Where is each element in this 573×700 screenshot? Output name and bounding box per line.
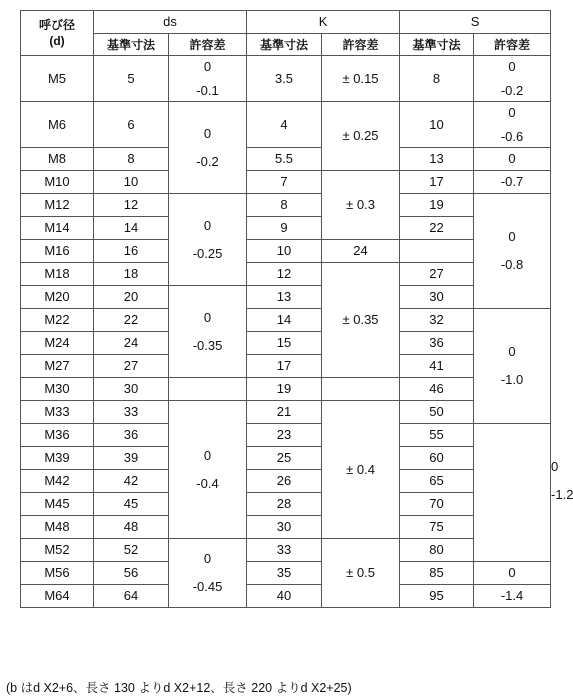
nominal-cell: M36: [21, 424, 94, 447]
ds-basic-cell: 52: [94, 539, 169, 562]
table-row: [21, 470, 551, 493]
ds-basic-cell: 10: [94, 171, 169, 194]
k-basic-cell: 26: [247, 470, 322, 493]
subheader-k-basic: 基準寸法: [247, 34, 322, 56]
s-basic-cell: 10: [400, 102, 474, 148]
nominal-cell: M6: [21, 102, 94, 148]
tol-lower: -0.8: [500, 257, 524, 272]
nominal-cell: M27: [21, 355, 94, 378]
s-tolerance-cell: [474, 194, 551, 309]
table-row: [21, 102, 551, 148]
nominal-cell: M30: [21, 378, 94, 401]
k-tolerance-cell: ± 0.25: [322, 102, 400, 171]
ds-basic-cell: 30: [94, 378, 169, 401]
nominal-cell: M52: [21, 539, 94, 562]
ds-basic-cell: 33: [94, 401, 169, 424]
nominal-cell: M45: [21, 493, 94, 516]
ds-tolerance-cell: [169, 286, 247, 378]
ds-tolerance-cell: [169, 102, 247, 194]
ds-basic-cell: 24: [94, 332, 169, 355]
table-row: [21, 148, 551, 171]
nominal-cell: M56: [21, 562, 94, 585]
k-basic-cell: 25: [247, 447, 322, 470]
tol-lower: -0.2: [500, 82, 524, 98]
s-basic-cell: 36: [400, 332, 474, 355]
nominal-cell: M33: [21, 401, 94, 424]
table-row: [21, 378, 551, 401]
tol-upper: 0: [508, 58, 516, 74]
nominal-cell: M12: [21, 194, 94, 217]
ds-basic-cell: 6: [94, 102, 169, 148]
table-row: [21, 56, 551, 102]
tol-upper: 0: [203, 125, 212, 141]
dimension-table: [20, 10, 573, 608]
nominal-cell: M42: [21, 470, 94, 493]
ds-basic-cell: 14: [94, 217, 169, 240]
k-basic-cell: 23: [247, 424, 322, 447]
k-basic-cell: 5.5: [247, 148, 322, 171]
ds-basic-cell: 20: [94, 286, 169, 309]
subheader-s-basic: 基準寸法: [400, 34, 474, 56]
k-tolerance-cell: ± 0.35: [322, 263, 400, 378]
table-row: M33 33 0 -0.4 21 ± 0.4 50 0 -1.2: [21, 401, 551, 424]
ds-basic-cell: 42: [94, 470, 169, 493]
ds-tolerance-cell: [169, 401, 247, 539]
tol-upper: 0: [508, 344, 516, 359]
subheader-ds-basic: 基準寸法: [94, 34, 169, 56]
nominal-cell: M24: [21, 332, 94, 355]
table-row: [21, 194, 551, 217]
table-row: [21, 309, 551, 332]
s-basic-cell: 95: [400, 585, 474, 608]
k-tolerance-cell: ± 0.3: [322, 171, 400, 240]
s-basic-cell: 85: [400, 562, 474, 585]
s-tolerance-lower-cell: -0.7: [474, 171, 551, 194]
tol-lower: -1.0: [500, 372, 524, 387]
ds-basic-cell: 27: [94, 355, 169, 378]
ds-basic-cell: 36: [94, 424, 169, 447]
k-basic-cell: 7: [247, 171, 322, 194]
nominal-cell: M20: [21, 286, 94, 309]
s-basic-cell: 17: [400, 171, 474, 194]
nominal-cell: M48: [21, 516, 94, 539]
ds-tolerance-cell: [169, 539, 247, 608]
k-basic-cell: 15: [247, 332, 322, 355]
tol-upper: 0: [203, 551, 212, 566]
k-tolerance-cell: ± 0.15: [322, 56, 400, 102]
k-tolerance-cell: ± 0.5: [322, 539, 400, 608]
k-basic-cell: 9: [247, 217, 322, 240]
s-basic-cell: 24: [322, 240, 400, 263]
s-basic-cell: 22: [400, 217, 474, 240]
tol-lower: -0.4: [196, 475, 219, 491]
s-basic-cell: 60: [400, 447, 474, 470]
nominal-cell: M22: [21, 309, 94, 332]
table-row: [21, 171, 551, 194]
s-basic-cell: 41: [400, 355, 474, 378]
table-row: [21, 562, 551, 585]
ds-basic-cell: 64: [94, 585, 169, 608]
k-basic-cell: 17: [247, 355, 322, 378]
ds-basic-cell: 39: [94, 447, 169, 470]
ds-tolerance-empty-cell: [169, 378, 247, 401]
s-basic-cell: 8: [400, 56, 474, 102]
k-basic-cell: 14: [247, 309, 322, 332]
tol-upper: 0: [203, 58, 212, 74]
s-basic-cell: 27: [400, 263, 474, 286]
s-tolerance-cell: [474, 309, 551, 424]
s-basic-cell: 75: [400, 516, 474, 539]
k-basic-cell: 8: [247, 194, 322, 217]
ds-basic-cell: 22: [94, 309, 169, 332]
table-row: [21, 332, 551, 355]
subheader-k-tolerance: 許容差: [322, 34, 400, 56]
k-basic-cell: 21: [247, 401, 322, 424]
s-basic-cell: 80: [400, 539, 474, 562]
ds-basic-cell: 56: [94, 562, 169, 585]
tol-upper: 0: [508, 229, 516, 244]
group-header-ds: ds: [94, 11, 247, 34]
ds-basic-cell: 12: [94, 194, 169, 217]
tol-lower: -0.2: [196, 153, 219, 169]
s-basic-cell: 46: [400, 378, 474, 401]
group-header-k: K: [247, 11, 400, 34]
s-basic-cell: 50: [400, 401, 474, 424]
s-tolerance-cell: [474, 56, 551, 102]
nominal-cell: M16: [21, 240, 94, 263]
table-row: [21, 240, 551, 263]
table-row: [21, 585, 551, 608]
s-basic-cell: 70: [400, 493, 474, 516]
k-basic-cell: 13: [247, 286, 322, 309]
k-basic-cell: 33: [247, 539, 322, 562]
nominal-cell: M8: [21, 148, 94, 171]
tol-upper: 0: [203, 447, 212, 463]
tol-upper: 0: [508, 104, 516, 120]
s-basic-cell: 65: [400, 470, 474, 493]
tol-lower: -0.1: [196, 82, 219, 98]
s-basic-cell: 55: [400, 424, 474, 447]
s-tolerance-upper-cell: 0: [474, 148, 551, 171]
nominal-header-sub: (d): [49, 34, 65, 48]
subheader-s-tolerance: 許容差: [474, 34, 551, 56]
ds-basic-cell: 5: [94, 56, 169, 102]
nominal-cell: M5: [21, 56, 94, 102]
s-basic-cell: 13: [400, 148, 474, 171]
nominal-cell: M39: [21, 447, 94, 470]
s-basic-cell: 32: [400, 309, 474, 332]
nominal-cell: M64: [21, 585, 94, 608]
nominal-cell: M14: [21, 217, 94, 240]
subheader-ds-tolerance: 許容差: [169, 34, 247, 56]
nominal-cell: M10: [21, 171, 94, 194]
k-tolerance-empty-cell: [322, 378, 400, 401]
table-row: [21, 539, 551, 562]
table-row: [21, 447, 551, 470]
s-tolerance-upper-cell: 0: [474, 562, 551, 585]
nominal-diameter-header: [21, 11, 94, 56]
table-row: [21, 516, 551, 539]
ds-basic-cell: 16: [94, 240, 169, 263]
k-basic-cell: 4: [247, 102, 322, 148]
ds-basic-cell: 48: [94, 516, 169, 539]
tol-lower: -0.6: [500, 128, 524, 144]
k-basic-cell: 28: [247, 493, 322, 516]
tol-lower: -0.25: [192, 245, 223, 261]
footnote: (b はd X2+6、長さ 130 よりd X2+12、長さ 220 よりd X2+25): [6, 681, 352, 695]
s-tolerance-cell: [474, 102, 551, 148]
k-basic-cell: 35: [247, 562, 322, 585]
tol-upper: 0: [203, 309, 212, 325]
k-basic-cell: 12: [247, 263, 322, 286]
s-basic-cell: 30: [400, 286, 474, 309]
k-basic-cell: 3.5: [247, 56, 322, 102]
tol-lower: -0.45: [192, 579, 223, 594]
tol-lower: -0.35: [192, 337, 223, 353]
ds-basic-cell: 18: [94, 263, 169, 286]
table-row: [21, 493, 551, 516]
k-basic-cell: 10: [247, 240, 322, 263]
nominal-header-label: 呼び径: [38, 18, 75, 32]
tol-upper: 0: [203, 217, 212, 233]
table-row: [21, 263, 551, 286]
table-row: [21, 355, 551, 378]
k-basic-cell: 30: [247, 516, 322, 539]
ds-basic-cell: 45: [94, 493, 169, 516]
table-row: [21, 286, 551, 309]
ds-tolerance-cell: [169, 56, 247, 102]
table-row: [21, 424, 551, 447]
ds-basic-cell: 8: [94, 148, 169, 171]
group-header-s: S: [400, 11, 551, 34]
k-basic-cell: 40: [247, 585, 322, 608]
k-basic-cell: 19: [247, 378, 322, 401]
ds-tolerance-cell: [169, 194, 247, 286]
k-tolerance-cell: ± 0.4: [322, 401, 400, 539]
table-row: [21, 217, 551, 240]
nominal-cell: M18: [21, 263, 94, 286]
s-basic-cell: 19: [400, 194, 474, 217]
s-tolerance-lower-cell: -1.4: [474, 585, 551, 608]
